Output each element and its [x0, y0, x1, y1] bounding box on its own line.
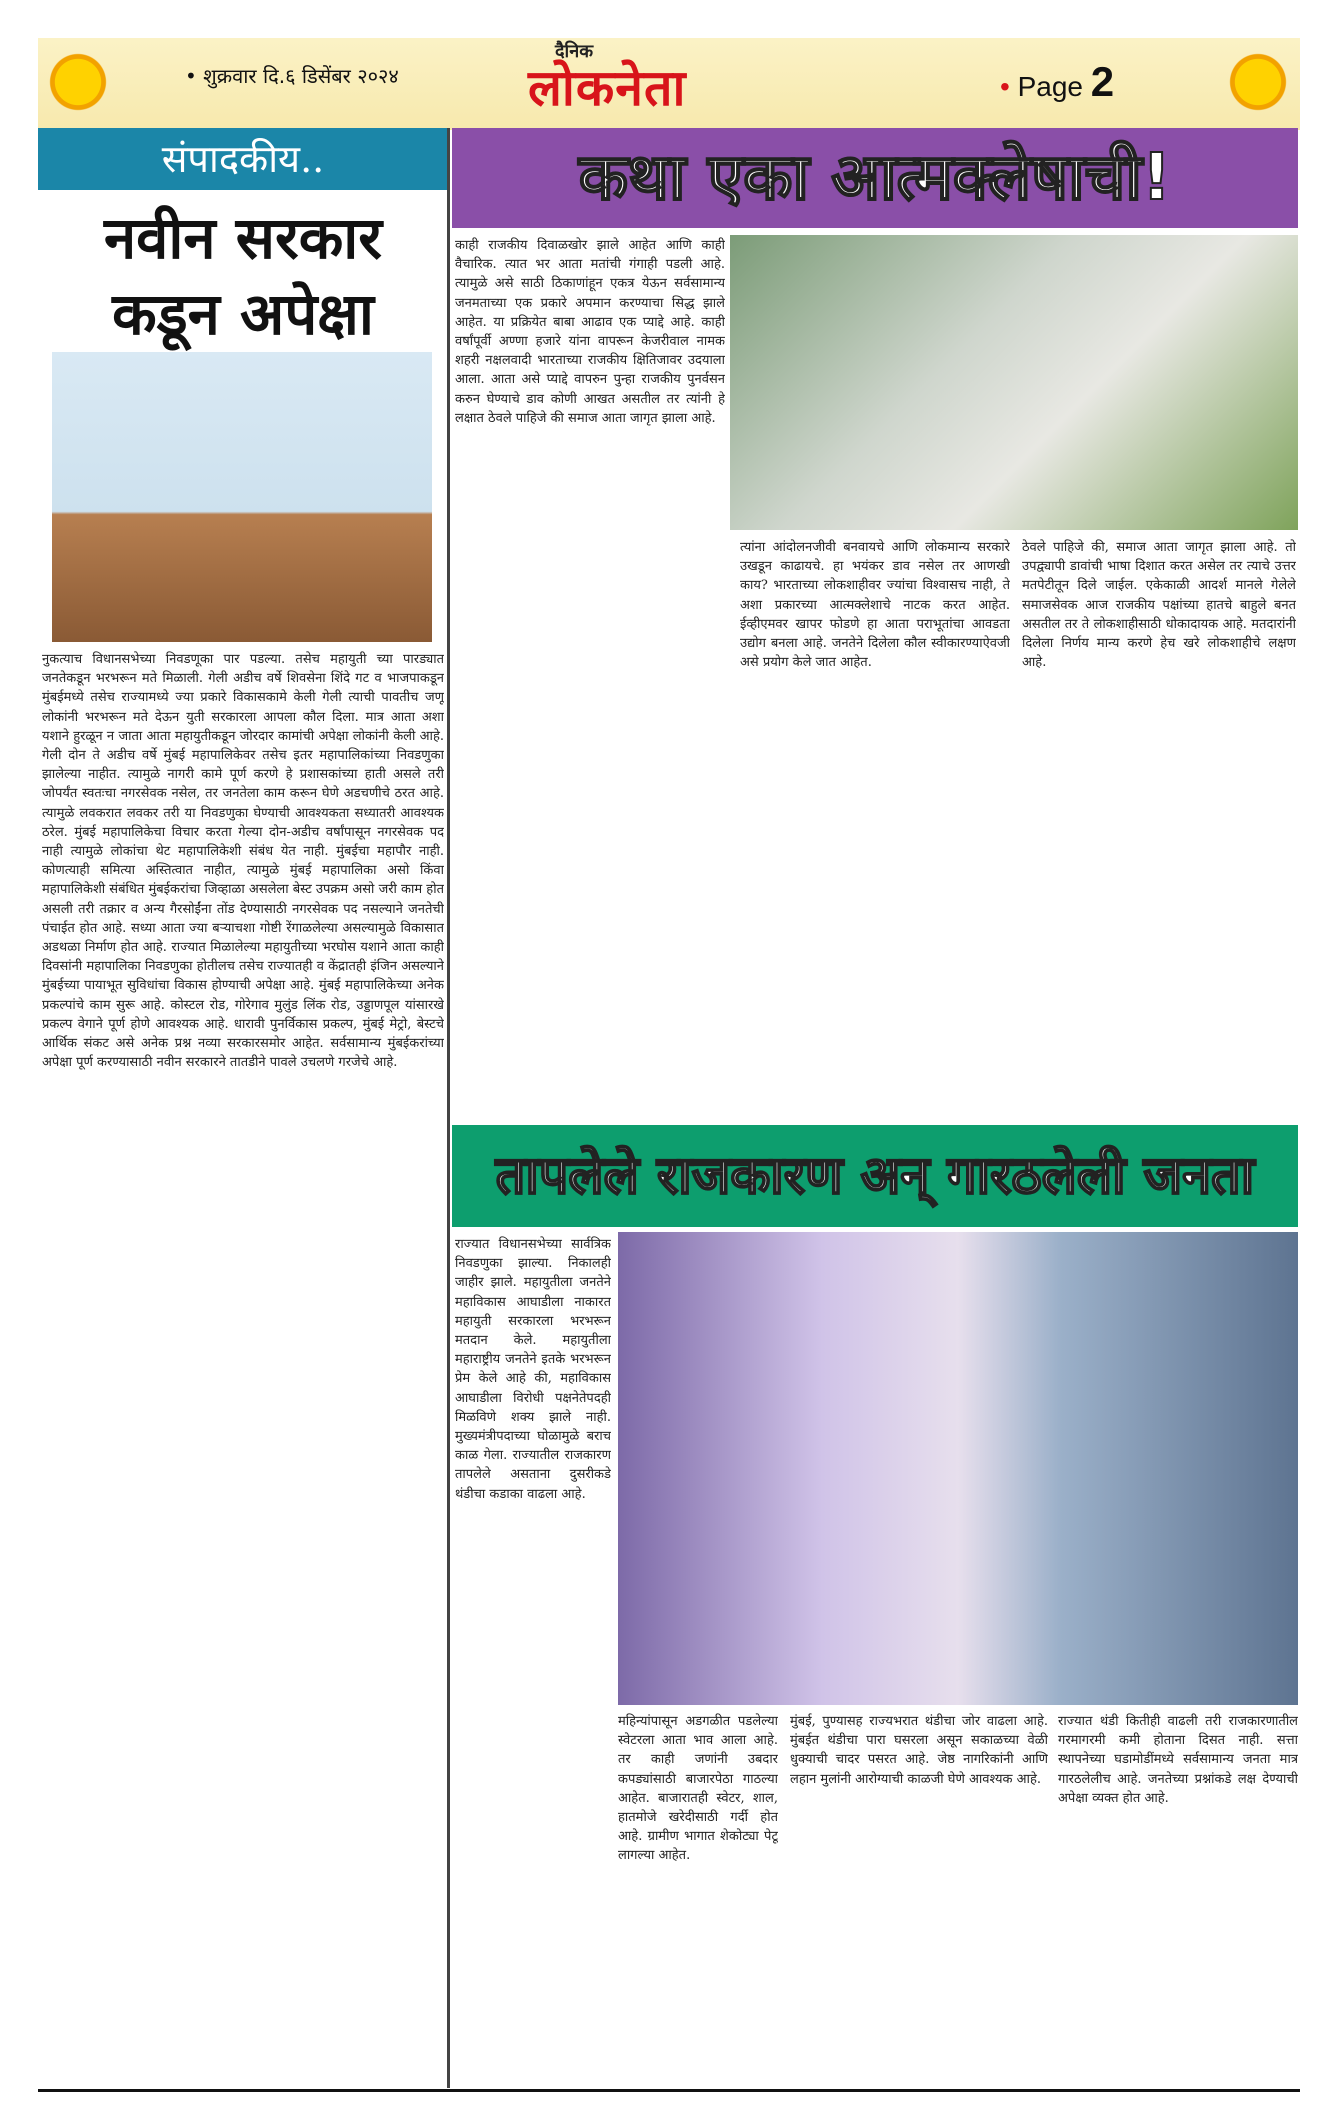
article1-column: त्यांना आंदोलनजीवी बनवायचे आणि लोकमान्य सरकारे उखडून काढायचे. हा भयंकर डाव नसेल तर आणखी काय? भारताच्या लोकशाहीवर ज्यांचा विश्वासच नाही, ते अशा प्रकारच्या आत्मक्लेशाचे नाटक करत आहेत. ईव्हीएमवर खापर फोडणे हा आता पराभूतांचा आवडता उद्योग बनला आहे. जनतेने दिलेला कौल स्वीकारण्याऐवजी असे प्रयोग केले जात आहेत.: [740, 540, 1010, 671]
page-indicator: [1000, 58, 1114, 106]
article2-headline: तापलेले राजकारण अन् गारठलेली जनता: [495, 1146, 1255, 1206]
article1-column: ठेवले पाहिजे की, समाज आता जागृत झाला आहे. तो उपद्व्यापी डावांची भाषा दिशात करत असेल तर त्याचे उत्तर मतपेटीतून दिले जाईल. एकेकाळी आदर्श मानले गेलेले समाजसेवक आज राजकीय पक्षांच्या हातचे बाहुले बनत असतील तर ते लोकशाहीसाठी धोकादायक आहे. मतदारांनी दिलेला निर्णय मान्य करणे हेच खरे लोकशाहीचे लक्षण आहे.: [1022, 540, 1296, 671]
article1-photo: [730, 235, 1298, 530]
editorial-title: [38, 200, 448, 352]
article2-banner: [452, 1125, 1298, 1227]
editorial-title-line: नवीन सरकार: [103, 204, 383, 272]
issue-date: • शुक्रवार दि.६ डिसेंबर २०२४: [185, 64, 399, 88]
newspaper-logo: लोकनेता: [528, 59, 687, 117]
footer-rule: [38, 2089, 1300, 2092]
sun-icon: [42, 46, 114, 118]
article1-banner: [452, 128, 1298, 228]
editorial-title-line: कडून अपेक्षा: [112, 280, 374, 348]
article2-column: मुंबई, पुण्यासह राज्यभरात थंडीचा जोर वाढला आहे. मुंबईत थंडीचा पारा घसरला असून सकाळच्या वेळी धुक्याची चादर पसरत आहे. जेष्ठ नागरिकांनी आणि लहान मुलांनी आरोग्याची काळजी घेणे आवश्यक आहे.: [790, 1714, 1048, 1787]
page-number: 2: [1090, 58, 1115, 105]
bmc-building-image: [52, 352, 432, 642]
editorial-banner: संपादकीय..: [38, 128, 448, 190]
bullet-icon: •: [1000, 71, 1010, 102]
column-divider: [447, 128, 450, 2088]
article1-column: काही राजकीय दिवाळखोर झाले आहेत आणि काही वैचारिक. त्यात भर आता मतांची गंगाही पडली आहे. त्यामुळे असे साठी ठिकाणांहून एकत्र येऊन सर्वसामान्य जनमताच्या एक प्रकारे अपमान करण्याचा सिद्ध झाले आहेत. या प्रक्रियेत बाबा आढाव एक प्याद्दे आहे. काही वर्षांपूर्वी अण्णा हजारे यांना वापरून केजरीवाल नामक शहरी नक्षलवादी भारताच्या राजकीय क्षितिजावर उदयाला आला. आता असे प्याद्दे वापरुन पुन्हा राजकीय पुनर्वसन करुन घेण्याचे डाव कोणी आखत असतील तर त्यांनी हे लक्षात ठेवले पाहिजे की समाज आता जागृत झाला आहे.: [455, 238, 725, 426]
article2-column: महिन्यांपासून अडगळीत पडलेल्या स्वेटरला आता भाव आला आहे. तर काही जणांनी उबदार कपड्यांसाठी बाजारपेठा गाठल्या आहेत. बाजारातही स्वेटर, शाल, हातमोजे खरेदीसाठी गर्दी होत आहे. ग्रामीण भागात शेकोट्या पेटू लागल्या आहेत.: [618, 1714, 778, 1864]
article1-headline: कथा एका आत्मक्लेषाची!: [578, 141, 1172, 215]
editorial-body: नुकत्याच विधानसभेच्या निवडणूका पार पडल्या. तसेच महायुती च्या पारड्यात जनतेकडून भरभरून मते मिळाली. गेली अडीच वर्षे शिवसेना शिंदे गट व भाजपाकडून मुंबईमध्ये तसेच राज्यामध्ये ज्या प्रकारे विकासकामे केली गेली त्याची पावतीच जणू लोकांनी भरभरून मते देऊन युती सरकारला आपला कौल दिला. मात्र आता अशा यशाने हुरळून न जाता आता महायुतीकडून जोरदार कामांची अपेक्षा लोकांनी केली आहे. गेली दोन ते अडीच वर्षे मुंबई महापालिकेवर तसेच इतर महापालिकांच्या निवडणुका झालेल्या नाहीत. त्यामुळे नागरी कामे पूर्ण करणे हे प्रशासकांच्या हाती असले तरी जोपर्यंत स्वतःचा नगरसेवक नसेल, तर जनतेला काम करून घेणे अडचणीचे ठरत आहे. त्यामुळे लवकरात लवकर तरी या निवडणुका घेण्याची आवश्यकता सध्यातरी आवश्यक ठरेल. मुंबई महापालिकेचा विचार करता गेल्या दोन-अडीच वर्षांपासून नगरसेवक पद नाही त्यामुळे लोकांचा थेट महापालिकेशी संबंध येत नाही. मुंबईचा महापौर नाही. कोणत्याही समित्या अस्तित्वात नाहीत, त्यामुळे मुंबई महापालिका असो किंवा महापालिकेशी संबंधित मुंबईकरांचा जिव्हाळा असलेला बेस्ट उपक्रम असो जरी काम होत असली तरी तक्रार व अन्य गैरसोईंना तोंड देण्यासाठी नगरसेवक पद नसल्याने जनतेची पंचाईत होत आहे. सध्या आता ज्या बऱ्याचशा गोष्टी रेंगाळलेल्या असल्यामुळे विकासात अडथळा निर्माण होत आहे. राज्यात मिळालेल्या महायुतीच्या भरघोस यशाने आता काही दिवसांनी महापालिका निवडणुका होतीलच तसेच राज्यातही व केंद्रातही इंजिन असल्याने मुंबईच्या पायाभूत सुविधांचा विकास होण्याची अपेक्षा आहे. मुंबई महापालिकेच्या अनेक प्रकल्पांचे काम सुरू आहे. कोस्टल रोड, गोरेगाव मुलुंड लिंक रोड, उड्डाणपूल यांसारखे प्रकल्प वेगाने पूर्ण होणे आवश्यक आहे. धारावी पुनर्विकास प्रकल्प, मुंबई मेट्रो, बेस्टचे आर्थिक संकट असे अनेक प्रश्न नव्या सरकारसमोर आहेत. सर्वसामान्य मुंबईकरांच्या अपेक्षा पूर्ण करण्यासाठी नवीन सरकारने तातडीने पावले उचलणे गरजेचे आहे.: [42, 652, 444, 1071]
page-label: Page: [1017, 71, 1083, 102]
logo-prefix: दैनिक: [555, 41, 594, 62]
article2-photo: [618, 1232, 1298, 1705]
article2-column: राज्यात विधानसभेच्या सार्वत्रिक निवडणुका झाल्या. निकालही जाहीर झाले. महायुतीला जनतेने महाविकास आघाडीला नाकारत महायुती सरकारला भरभरून मतदान केले. महायुतीला महाराष्ट्रीय जनतेने इतके भरभरून प्रेम केले आहे की, महाविकास आघाडीला विरोधी पक्षनेतेपदही मिळविणे शक्य झाले नाही. मुख्यमंत्रीपदाच्या घोळामुळे बराच काळ गेला. राज्यातील राजकारण तापलेले असताना दुसरीकडे थंडीचा कडाका वाढला आहे.: [455, 1237, 611, 1502]
sun-icon: [1222, 46, 1294, 118]
article2-column: राज्यात थंडी कितीही वाढली तरी राजकारणातील गरमागरमी कमी होताना दिसत नाही. सत्ता स्थापनेच्या घडामोडींमध्ये सर्वसामान्य जनता मात्र गारठलेलीच आहे. जनतेच्या प्रश्नांकडे लक्ष देण्याची अपेक्षा व्यक्त होत आहे.: [1058, 1714, 1298, 1806]
